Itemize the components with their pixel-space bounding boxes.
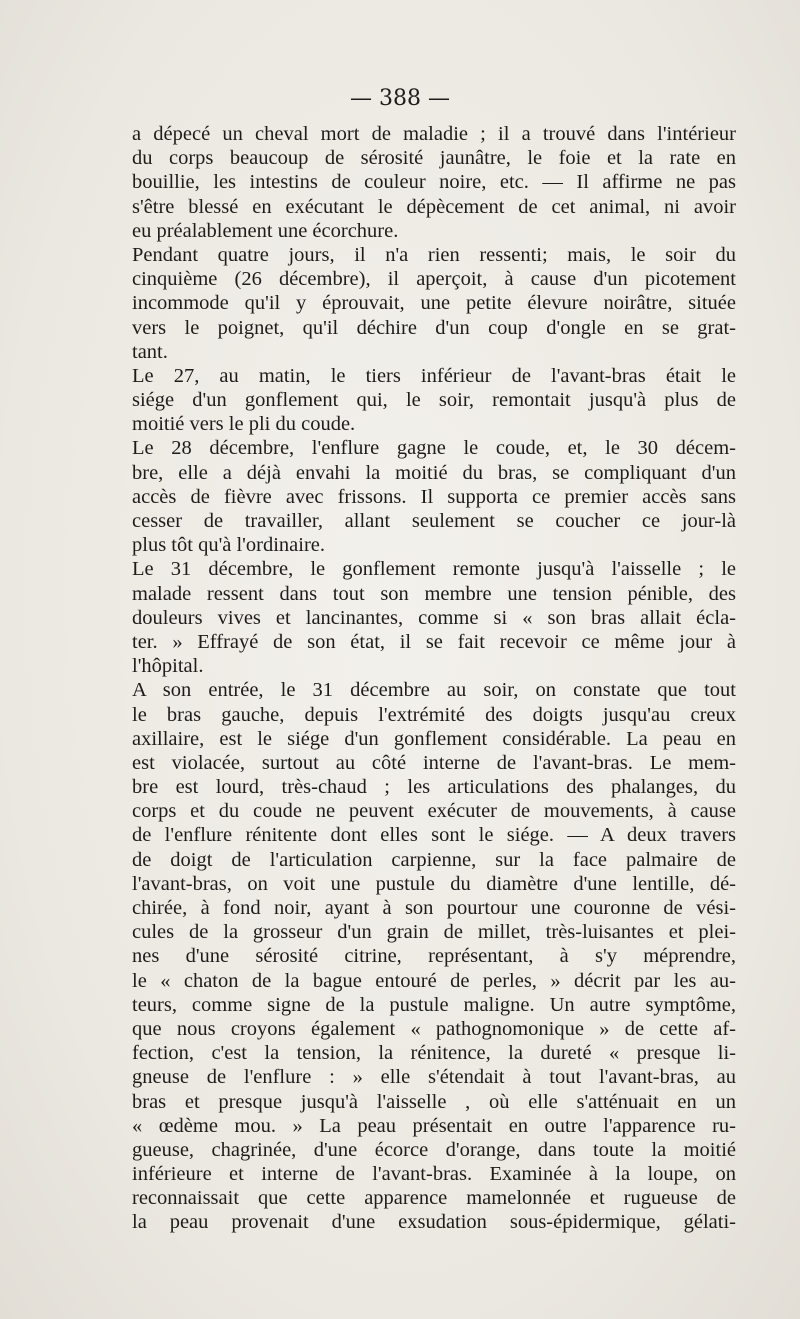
text-line: corps et du coude ne peuvent exécuter de mouvements, à cause <box>132 800 736 823</box>
text-line: bre est lourd, très-chaud ; les articulations des phalanges, du <box>132 776 736 799</box>
body-text <box>132 122 736 1235</box>
text-line: incommode qu'il y éprouvait, une petite élevure noirâtre, située <box>132 292 736 315</box>
text-line: la peau provenait d'une exsudation sous-épidermique, gélati- <box>132 1211 736 1234</box>
page-number: — 388 — <box>350 86 450 111</box>
text-line: chirée, à fond noir, ayant à son pourtour une couronne de vési- <box>132 897 736 919</box>
text-line: inférieure et interne de l'avant-bras. Examinée à la loupe, on <box>132 1163 736 1186</box>
text-line: accès de fièvre avec frissons. Il supporta ce premier accès sans <box>132 485 736 508</box>
text-line: s'être blessé en exécutant le dépècement de cet animal, ni avoir <box>132 195 736 218</box>
text-line: siége d'un gonflement qui, le soir, remontait jusqu'à plus de <box>132 389 736 412</box>
text-line: gueuse, chagrinée, d'une écorce d'orange, dans toute la moitié <box>132 1138 736 1161</box>
text-line: de doigt de l'articulation carpienne, sur la face palmaire de <box>132 848 736 871</box>
text-line: bras et presque jusqu'à l'aisselle , où elle s'atténuait en un <box>132 1090 736 1113</box>
text-line: l'hôpital. <box>132 655 204 678</box>
text-line: fection, c'est la tension, la rénitence, la dureté « presque li- <box>132 1042 736 1065</box>
text-line: plus tôt qu'à l'ordinaire. <box>132 534 325 557</box>
text-line: Pendant quatre jours, il n'a rien ressenti; mais, le soir du <box>132 243 736 266</box>
text-line: est violacée, surtout au côté interne de l'avant-bras. Le mem- <box>132 751 736 774</box>
text-line: de l'enflure rénitente dont elles sont le siége. — A deux travers <box>132 824 736 847</box>
text-line: teurs, comme signe de la pustule maligne. Un autre symptôme, <box>132 993 736 1016</box>
text-line: Le 28 décembre, l'enflure gagne le coude, et, le 30 décem- <box>132 437 736 460</box>
text-line: moitié vers le pli du coude. <box>132 413 356 436</box>
text-line: eu préalablement une écorchure. <box>132 219 399 242</box>
text-line: a dépecé un cheval mort de maladie ; il a trouvé dans l'intérieur <box>132 123 736 145</box>
text-line: cinquième (26 décembre), il aperçoit, à cause d'un picotement <box>132 268 736 291</box>
text-line: cesser de travailler, allant seulement se coucher ce jour-là <box>132 510 736 532</box>
text-line: que nous croyons également « pathognomonique » de cette af- <box>132 1017 736 1040</box>
text-line: axillaire, est le siége d'un gonflement considérable. La peau en <box>132 727 736 750</box>
text-line: vers le poignet, qu'il déchire d'un coup d'ongle en se grat- <box>132 316 736 339</box>
text-line: douleurs vives et lancinantes, comme si « son bras allait écla- <box>132 606 736 629</box>
text-line: cules de la grosseur d'un grain de millet, très-luisantes et plei- <box>132 921 736 944</box>
text-line: Le 31 décembre, le gonflement remonte jusqu'à l'aisselle ; le <box>132 558 736 581</box>
text-line: bouillie, les intestins de couleur noire, etc. — Il affirme ne pas <box>132 171 736 194</box>
text-line: reconnaissait que cette apparence mamelonnée et rugueuse de <box>132 1187 736 1210</box>
text-line: malade ressent dans tout son membre une tension pénible, des <box>132 582 736 605</box>
text-line: du corps beaucoup de sérosité jaunâtre, le foie et la rate en <box>132 147 736 170</box>
text-line: nes d'une sérosité citrine, représentant, à s'y méprendre, <box>132 945 736 968</box>
text-line: l'avant-bras, on voit une pustule du diamètre d'une lentille, dé- <box>132 872 736 895</box>
text-line: le « chaton de la bague entouré de perles, » décrit par les au- <box>132 969 736 992</box>
text-line: Le 27, au matin, le tiers inférieur de l'avant-bras était le <box>132 364 736 387</box>
text-line: gneuse de l'enflure : » elle s'étendait à tout l'avant-bras, au <box>132 1066 736 1089</box>
text-line: bre, elle a déjà envahi la moitié du bras, se compliquant d'un <box>132 461 736 484</box>
text-line: tant. <box>132 340 168 363</box>
text-line: « œdème mou. » La peau présentait en outre l'apparence ru- <box>132 1114 736 1137</box>
text-line: le bras gauche, depuis l'extrémité des doigts jusqu'au creux <box>132 703 736 726</box>
text-line: A son entrée, le 31 décembre au soir, on constate que tout <box>132 679 736 702</box>
text-line: ter. » Effrayé de son état, il se fait recevoir ce même jour à <box>132 630 736 653</box>
